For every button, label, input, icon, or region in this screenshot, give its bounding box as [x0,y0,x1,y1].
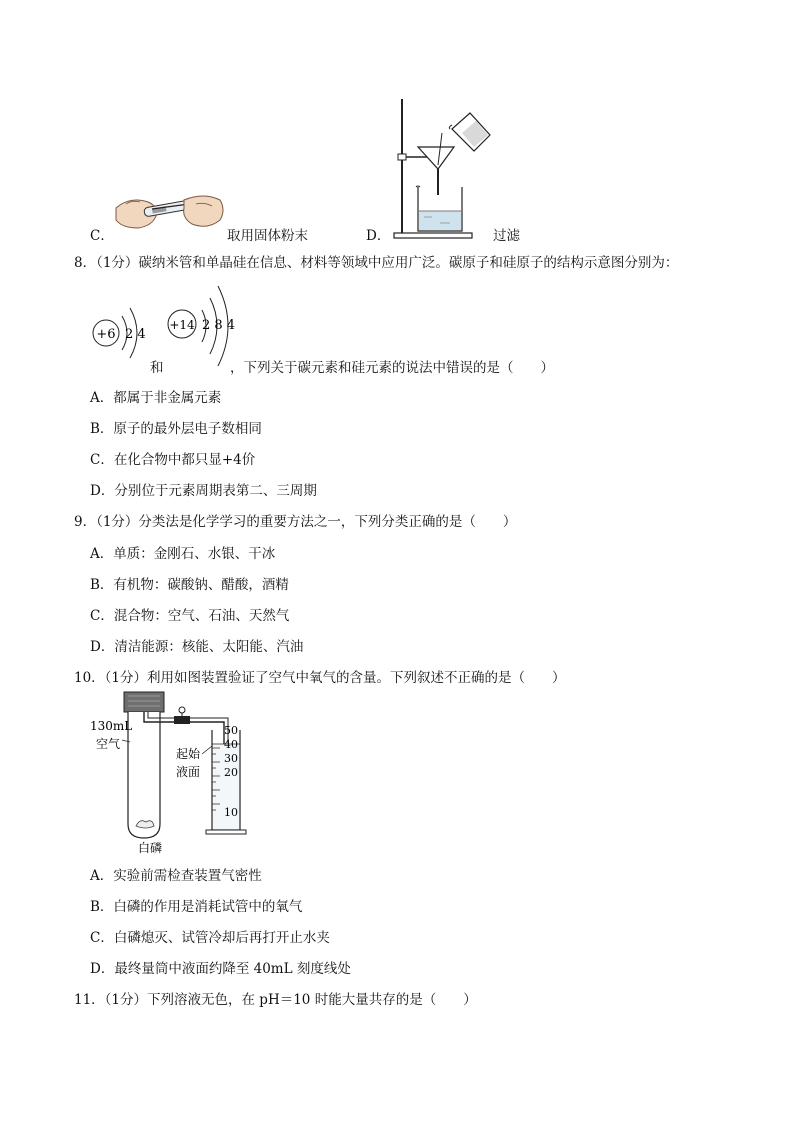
filtration-apparatus-image [390,95,502,241]
volume-label: 130mL [90,719,133,733]
carbon-atom-diagram [93,308,146,358]
q8-stem: 8．（1分）碳纳米管和单晶硅在信息、材料等领域中应用广泛。碳原子和硅原子的结构示意图分别为： [74,255,679,271]
q10-stem: 10．（1分）利用如图装置验证了空气中氧气的含量。下列叙述不正确的是（ ） [74,670,566,686]
q10-option-b: B．白磷的作用是消耗试管中的氧气 [90,899,303,915]
q10-option-c: C．白磷熄灭、试管冷却后再打开止水夹 [90,930,330,946]
q8-option-a: A．都属于非金属元素 [90,390,222,406]
q9-option-d: D．清洁能源：核能、太阳能、汽油 [90,639,304,655]
q9-option-c: C．混合物：空气、石油、天然气 [90,608,290,624]
q10-option-d: D．最终量筒中液面约降至 40mL 刻度线处 [90,961,351,977]
air-label: 空气 [96,737,121,751]
scale-30: 30 [224,752,238,765]
q7-option-d-caption: 过滤 [493,228,520,244]
atomic-structure-diagrams [88,276,248,374]
white-phosphorus-label: 白磷 [138,841,163,855]
hands-with-test-tube-image [112,190,227,240]
q9-option-a: A．单质：金刚石、水银、干冰 [90,546,276,562]
q9-option-b: B．有机物：碳酸钠、醋酸，酒精 [90,577,289,593]
silicon-atom-diagram [168,286,235,366]
carbon-nucleus-label: +6 [96,327,116,342]
oxygen-content-apparatus-image [88,690,248,856]
starting-level-label-2: 液面 [176,765,201,779]
scale-50: 50 [224,724,238,737]
silicon-shell-numbers: 2 8 4 [202,318,236,333]
q8-option-c: C．在化合物中都只显+4价 [90,452,256,468]
q8-and-text: 和 [150,360,164,376]
q8-option-b: B．原子的最外层电子数相同 [90,421,262,437]
q9-stem: 9．（1分）分类法是化学学习的重要方法之一，下列分类正确的是（ ） [74,514,517,530]
q7-option-c-letter: C． [90,228,114,244]
scale-20: 20 [224,766,238,779]
q11-stem: 11．（1分）下列溶液无色，在 pH＝10 时能大量共存的是（ ） [74,992,477,1008]
scale-40: 40 [224,738,238,751]
q7-option-d-letter: D． [366,228,391,244]
silicon-nucleus-label: +14 [169,318,195,332]
carbon-shell-numbers: 2 4 [125,327,146,342]
q10-option-a: A．实验前需检查装置气密性 [90,868,262,884]
q8-option-d: D．分别位于元素周期表第二、三周期 [90,483,317,499]
starting-level-label-1: 起始 [176,747,201,761]
q8-stem-tail: ，下列关于碳元素和硅元素的说法中错误的是（ ） [230,360,554,376]
scale-10: 10 [224,806,238,819]
q7-option-c-caption: 取用固体粉末 [227,228,308,244]
